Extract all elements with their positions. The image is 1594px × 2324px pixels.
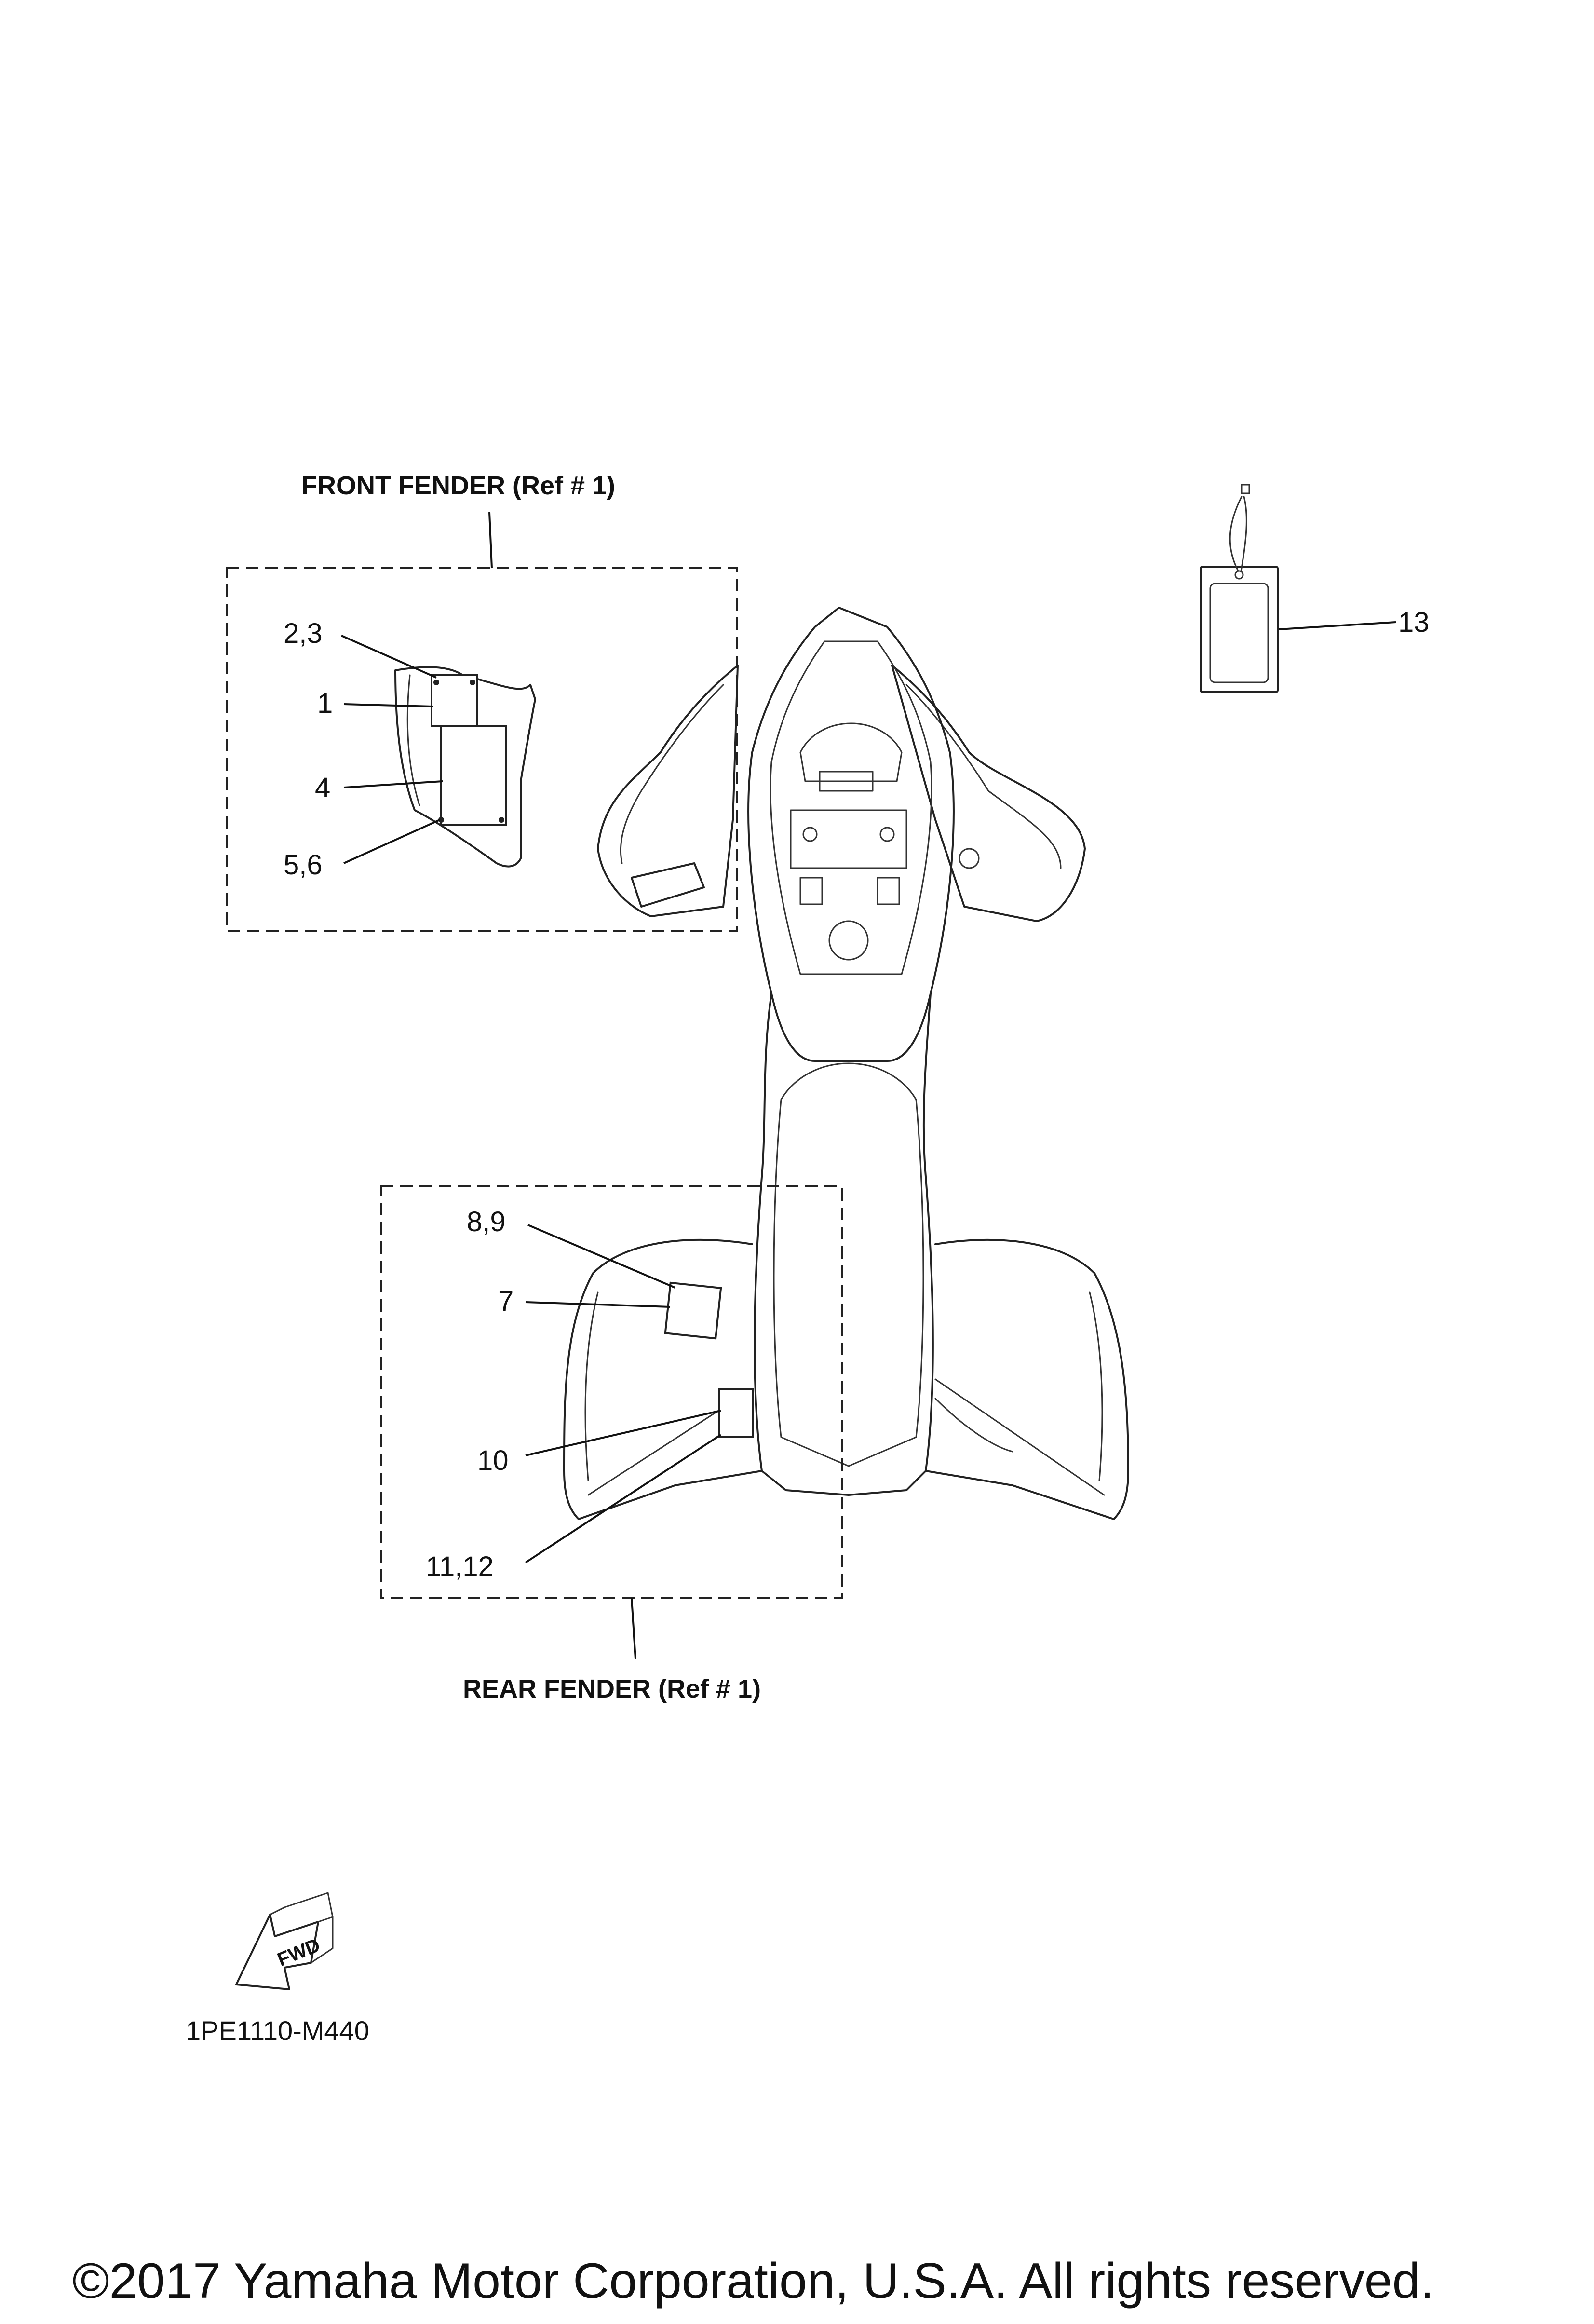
rear-fender-title: REAR FENDER (Ref # 1) [463,1674,761,1703]
callout-11-12: 11,12 [426,1551,494,1582]
diagram-code: 1PE1110-M440 [186,2015,369,2046]
copyright-notice: ©2017 Yamaha Motor Corporation, U.S.A. All rights reserved. [72,2253,1434,2309]
fwd-arrow-icon [236,1893,333,1989]
fwd-label: FWD [274,1934,324,1971]
rear-sticker-10 [719,1389,753,1437]
callout-13: 13 [1398,607,1430,638]
callout-7: 7 [498,1286,514,1317]
front-fender-title: FRONT FENDER (Ref # 1) [301,471,616,500]
rear-sticker-7 [665,1283,721,1338]
atv-body-illustration [564,608,1128,1519]
rear-fender-box [381,1186,842,1598]
callout-10: 10 [477,1445,509,1476]
callout-8-9: 8,9 [467,1206,506,1237]
callout-2-3: 2,3 [284,618,323,649]
callout-1: 1 [317,688,333,719]
callout-5-6: 5,6 [284,849,323,881]
callout-4: 4 [315,772,331,803]
front-fender-detail [395,667,535,866]
front-sticker-4 [441,726,506,825]
hang-tag-illustration [1201,485,1278,692]
